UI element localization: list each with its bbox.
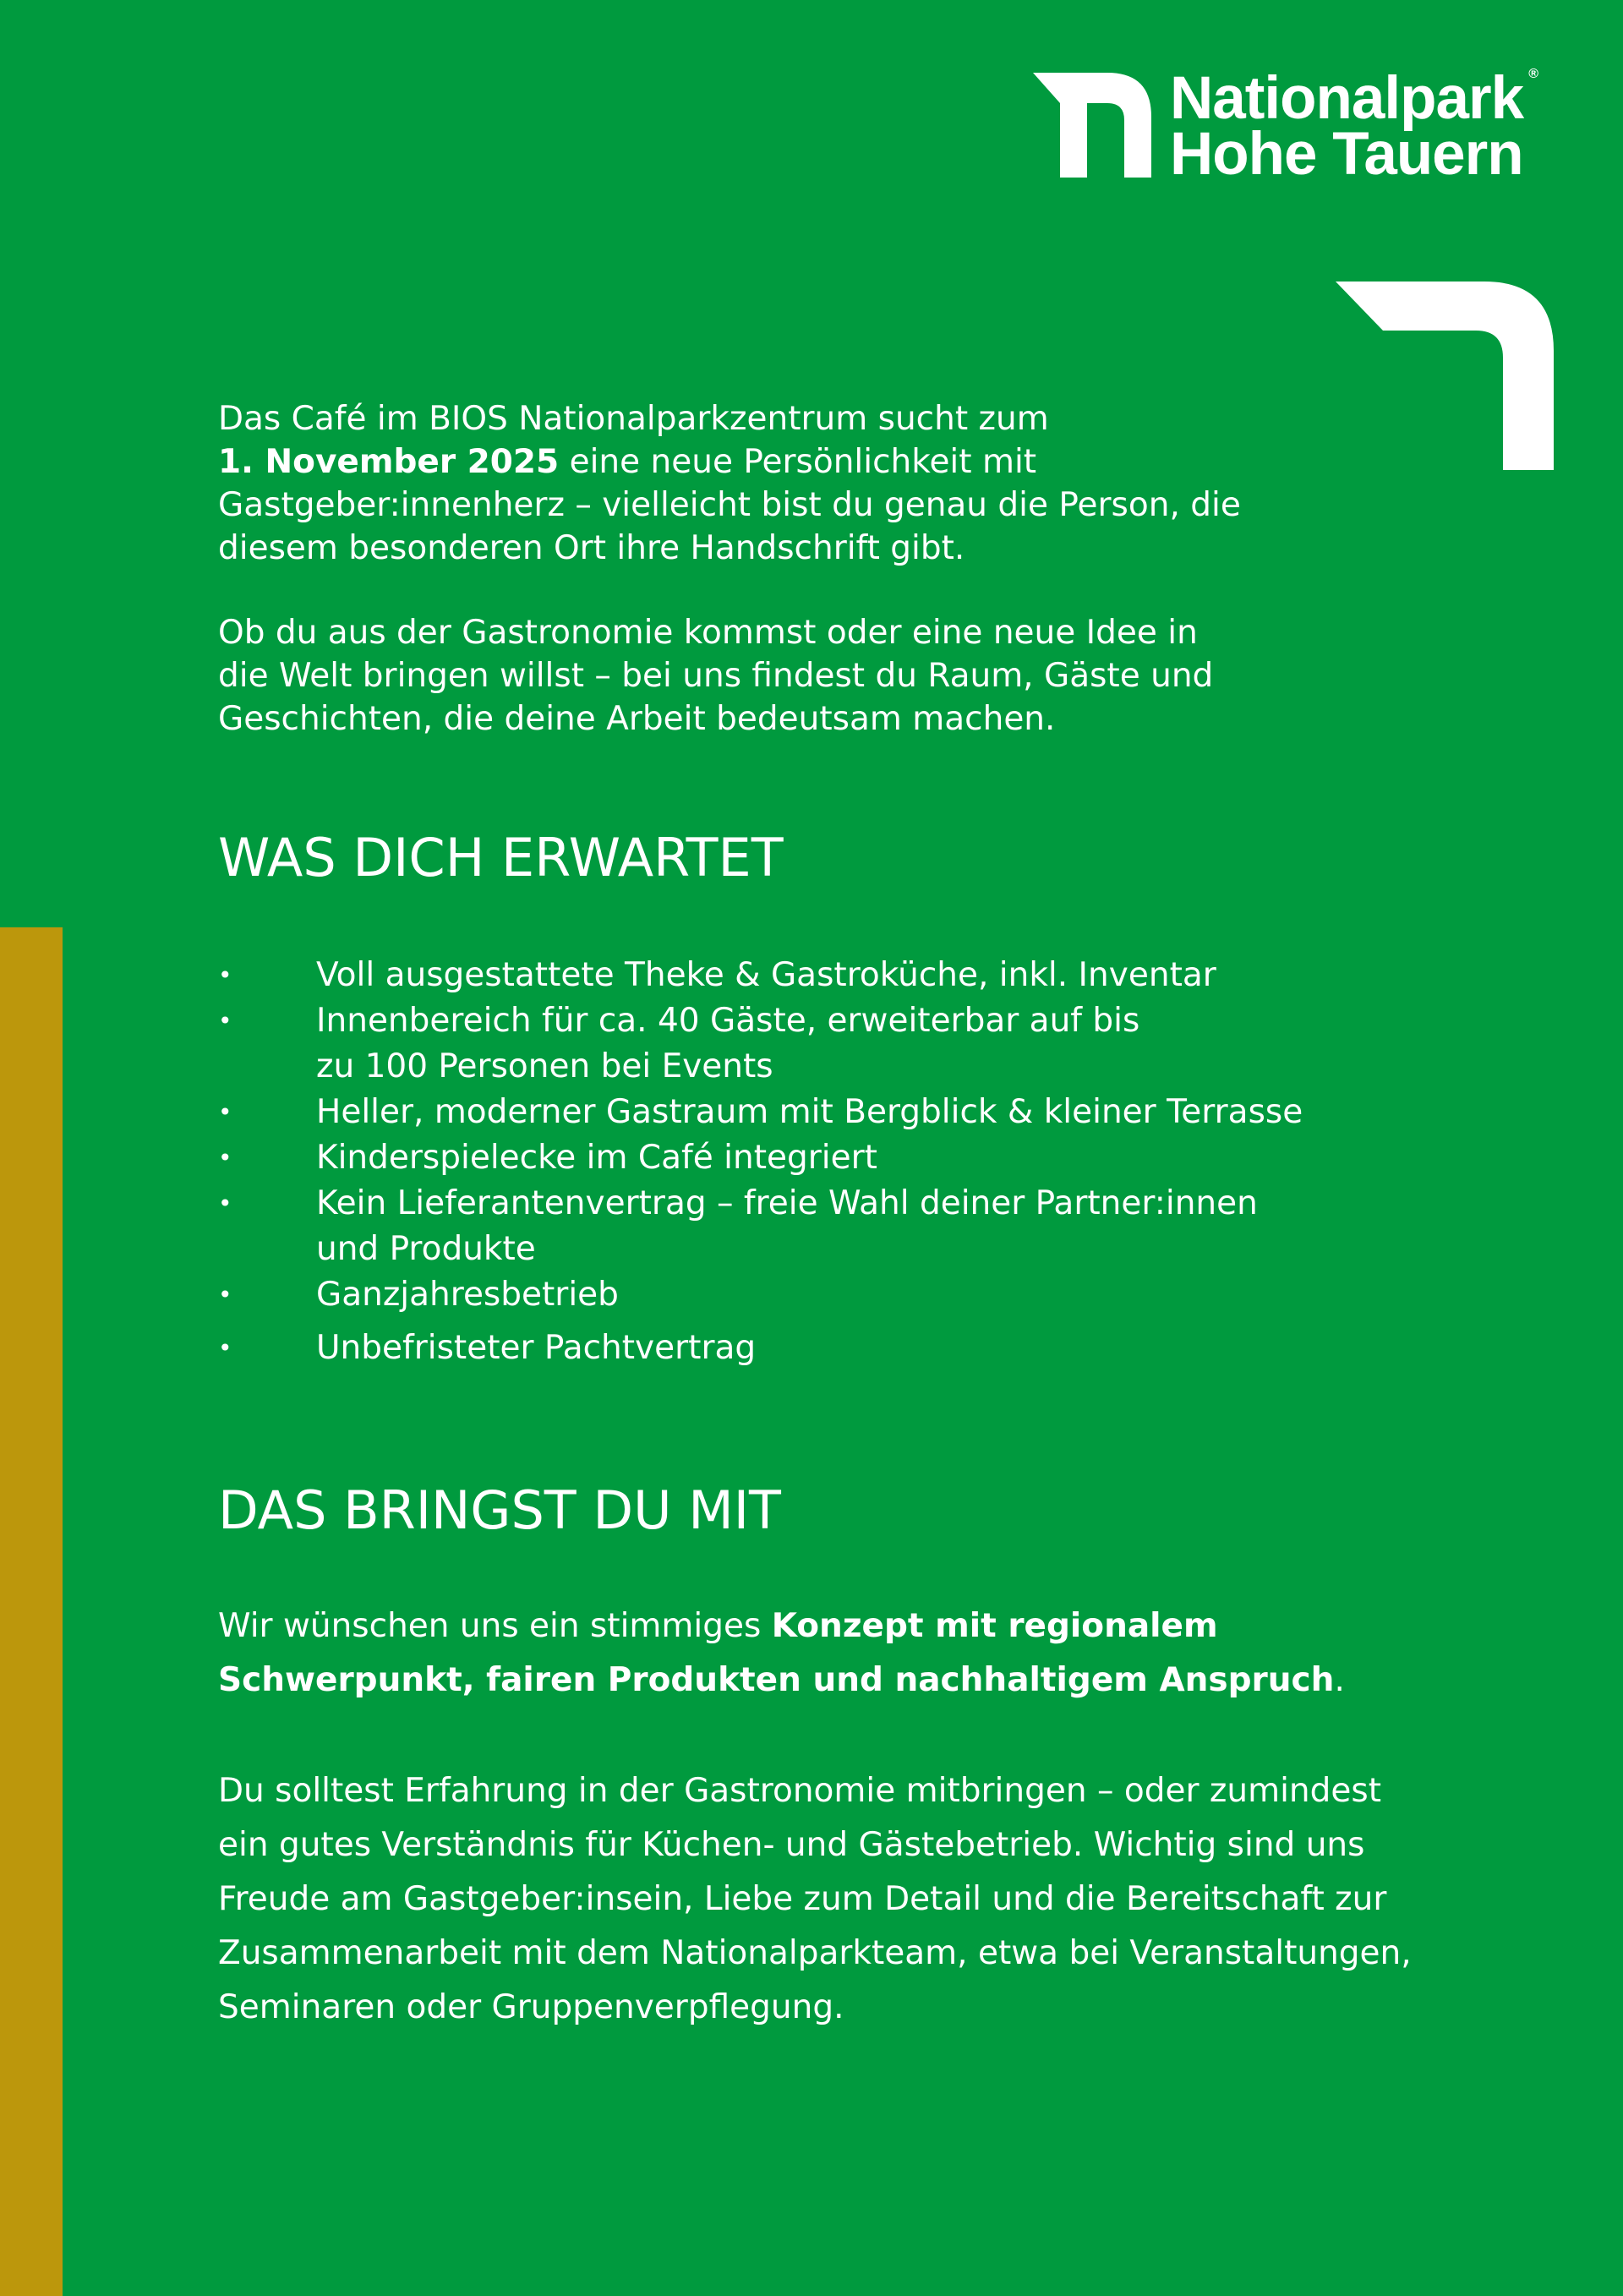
body-text: Freude am Gastgeber:insein, Liebe zum Detail und die Bereitschaft zur: [218, 1880, 1387, 1918]
bullet-icon: •: [218, 1189, 232, 1217]
logo-line-1: Nationalpark: [1170, 65, 1524, 132]
body-text-bold: Konzept mit regionalem: [771, 1607, 1218, 1645]
list-item-text: Voll ausgestattete Theke & Gastroküche, inkl. Inventar: [316, 956, 1216, 994]
body-text: Zusammenarbeit mit dem Nationalparkteam, etwa bei Veranstaltungen,: [218, 1934, 1412, 1972]
list-item: [218, 953, 1486, 998]
registered-mark: ®: [1528, 67, 1539, 81]
body-text: ein gutes Verständnis für Küchen- und Gästebetrieb. Wichtig sind uns: [218, 1826, 1365, 1864]
intro-text: Das Café im BIOS Nationalparkzentrum sucht zum: [218, 400, 1049, 438]
section-heading-requirements: DAS BRINGST DU MIT: [218, 1479, 781, 1541]
corner-bracket-icon: [1336, 282, 1554, 470]
list-item: [218, 998, 1486, 1090]
list-item-text: Unbefristeter Pachtvertrag: [316, 1329, 757, 1367]
section-heading-expectations: WAS DICH ERWARTET: [218, 827, 784, 888]
list-item-text: und Produkte: [316, 1230, 536, 1268]
intro-paragraph-2: [218, 611, 1317, 741]
bullet-icon: •: [218, 1098, 232, 1126]
logo-wordmark: [1170, 65, 1539, 188]
list-item: [218, 1272, 1486, 1318]
list-item-text: zu 100 Personen bei Events: [316, 1047, 773, 1085]
requirements-paragraph-1: [218, 1599, 1452, 1708]
intro-paragraph-1: [218, 397, 1317, 570]
bullet-icon: •: [218, 961, 232, 989]
list-item-text: Ganzjahresbetrieb: [316, 1276, 619, 1314]
list-item-text: Kinderspielecke im Café integriert: [316, 1139, 877, 1177]
bullet-icon: •: [218, 1007, 232, 1035]
list-item: [218, 1090, 1486, 1135]
list-item-text: Heller, moderner Gastraum mit Bergblick & kleiner Terrasse: [316, 1093, 1303, 1131]
body-text: Du solltest Erfahrung in der Gastronomie mitbringen – oder zumindest: [218, 1772, 1381, 1810]
intro-text: Geschichten, die deine Arbeit bedeutsam machen.: [218, 700, 1056, 738]
bullet-icon: •: [218, 1281, 232, 1309]
start-date: 1. November 2025: [218, 443, 560, 481]
intro-text: diesem besonderen Ort ihre Handschrift gibt.: [218, 529, 965, 567]
logo-line-2: Hohe Tauern: [1170, 121, 1523, 188]
intro-text: eine neue Persönlichkeit mit: [559, 443, 1037, 481]
body-text: Seminaren oder Gruppenverpflegung.: [218, 1988, 844, 2026]
benefits-list: [218, 953, 1486, 1371]
list-item: [218, 1326, 1486, 1371]
body-text: .: [1334, 1661, 1345, 1699]
body-text-bold: Schwerpunkt, fairen Produkten und nachhaltigem Anspruch: [218, 1661, 1335, 1699]
bullet-icon: •: [218, 1334, 232, 1362]
list-item: [218, 1135, 1486, 1181]
accent-side-bar: [0, 927, 63, 2296]
intro-text: Gastgeber:innenherz – vielleicht bist du genau die Person, die: [218, 486, 1241, 524]
intro-text: die Welt bringen willst – bei uns findest du Raum, Gäste und: [218, 657, 1214, 695]
body-text: Wir wünschen uns ein stimmiges: [218, 1607, 772, 1645]
intro-text: Ob du aus der Gastronomie kommst oder eine neue Idee in: [218, 614, 1198, 652]
requirements-paragraph-2: [218, 1764, 1452, 2035]
list-item-text: Kein Lieferantenvertrag – freie Wahl deiner Partner:innen: [316, 1184, 1258, 1222]
nationalpark-logo-mark-icon: [1033, 73, 1151, 178]
nationalpark-logo: [1033, 65, 1539, 188]
list-item: [218, 1181, 1486, 1272]
list-item-text: Innenbereich für ca. 40 Gäste, erweiterbar auf bis: [316, 1002, 1140, 1040]
bullet-icon: •: [218, 1144, 232, 1172]
